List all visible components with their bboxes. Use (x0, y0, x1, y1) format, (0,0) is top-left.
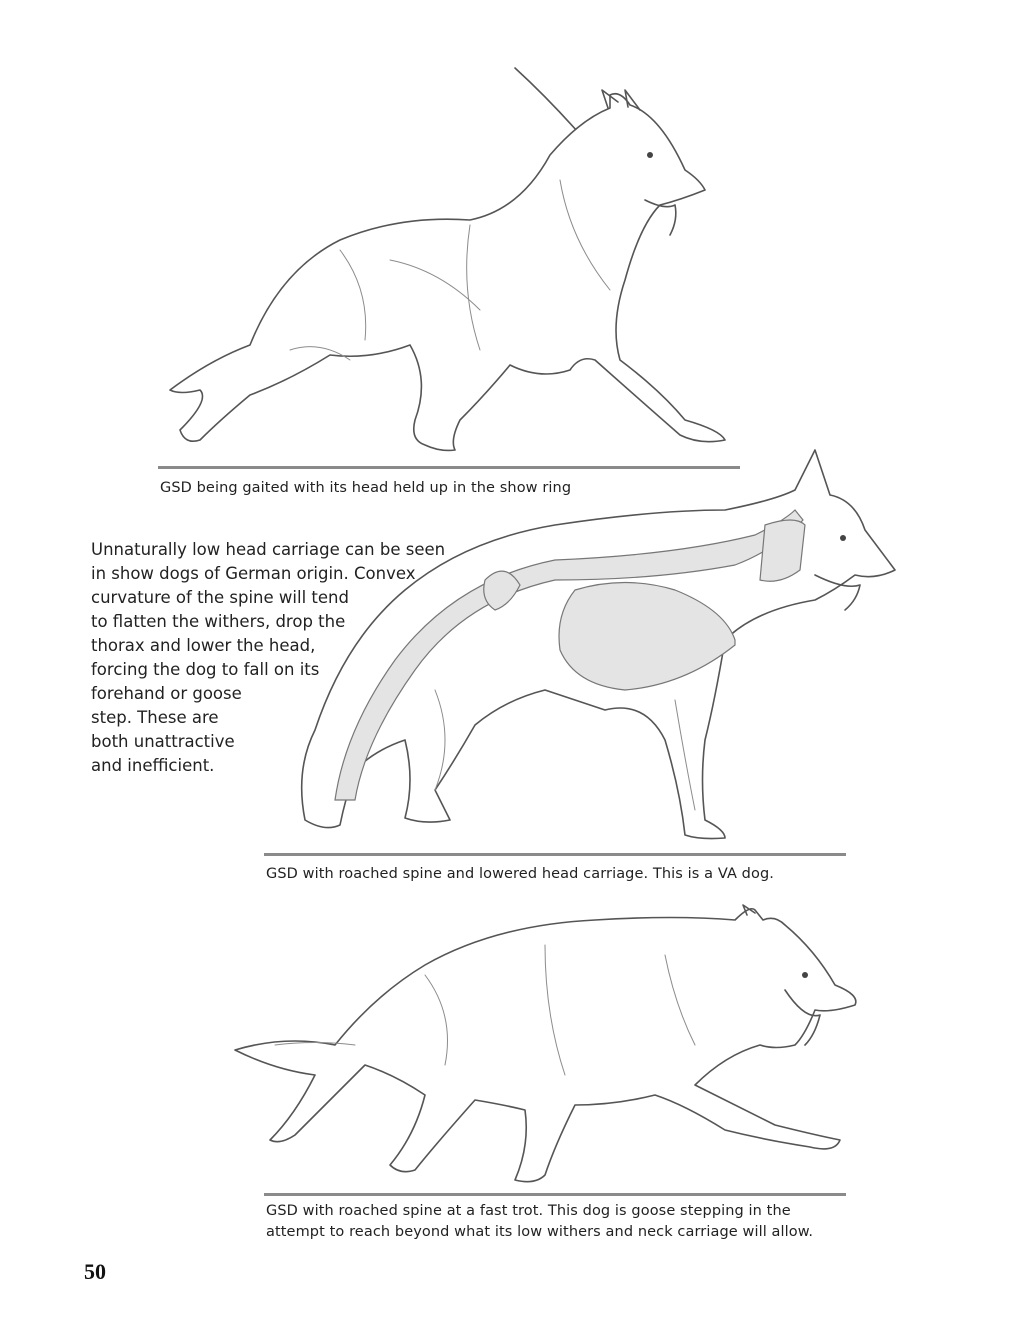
figure-2-caption: GSD with roached spine and lowered head carriage. This is a VA dog. (266, 866, 774, 882)
figure-3-caption (266, 1201, 813, 1243)
page-number: 50 (84, 1259, 106, 1284)
body-line: both unattractive (91, 732, 235, 751)
body-line: curvature of the spine will tend (91, 588, 349, 607)
figure-3-caption-line: attempt to reach beyond what its low withers and neck carriage will allow. (266, 1224, 814, 1240)
figure-1-illustration (140, 60, 760, 465)
body-line: and inefficient. (91, 756, 215, 775)
figure-2-caption-rule (264, 853, 846, 856)
body-line: forcing the dog to fall on its (91, 660, 320, 679)
body-line: Unnaturally low head carriage can be seen (91, 540, 446, 559)
body-line: thorax and lower the head, (91, 636, 316, 655)
figure-3-caption-rule (264, 1193, 846, 1196)
body-line: in show dogs of German origin. Convex (91, 564, 416, 583)
figure-2-illustration (255, 440, 915, 850)
body-line: step. These are (91, 708, 219, 727)
figure-3-illustration (215, 895, 905, 1195)
figure-3-caption-line: GSD with roached spine at a fast trot. This dog is goose stepping in the (266, 1203, 791, 1219)
body-line: forehand or goose (91, 684, 242, 703)
figure-1-caption: GSD being gaited with its head held up in the show ring (160, 480, 572, 496)
body-line: to flatten the withers, drop the (91, 612, 346, 631)
